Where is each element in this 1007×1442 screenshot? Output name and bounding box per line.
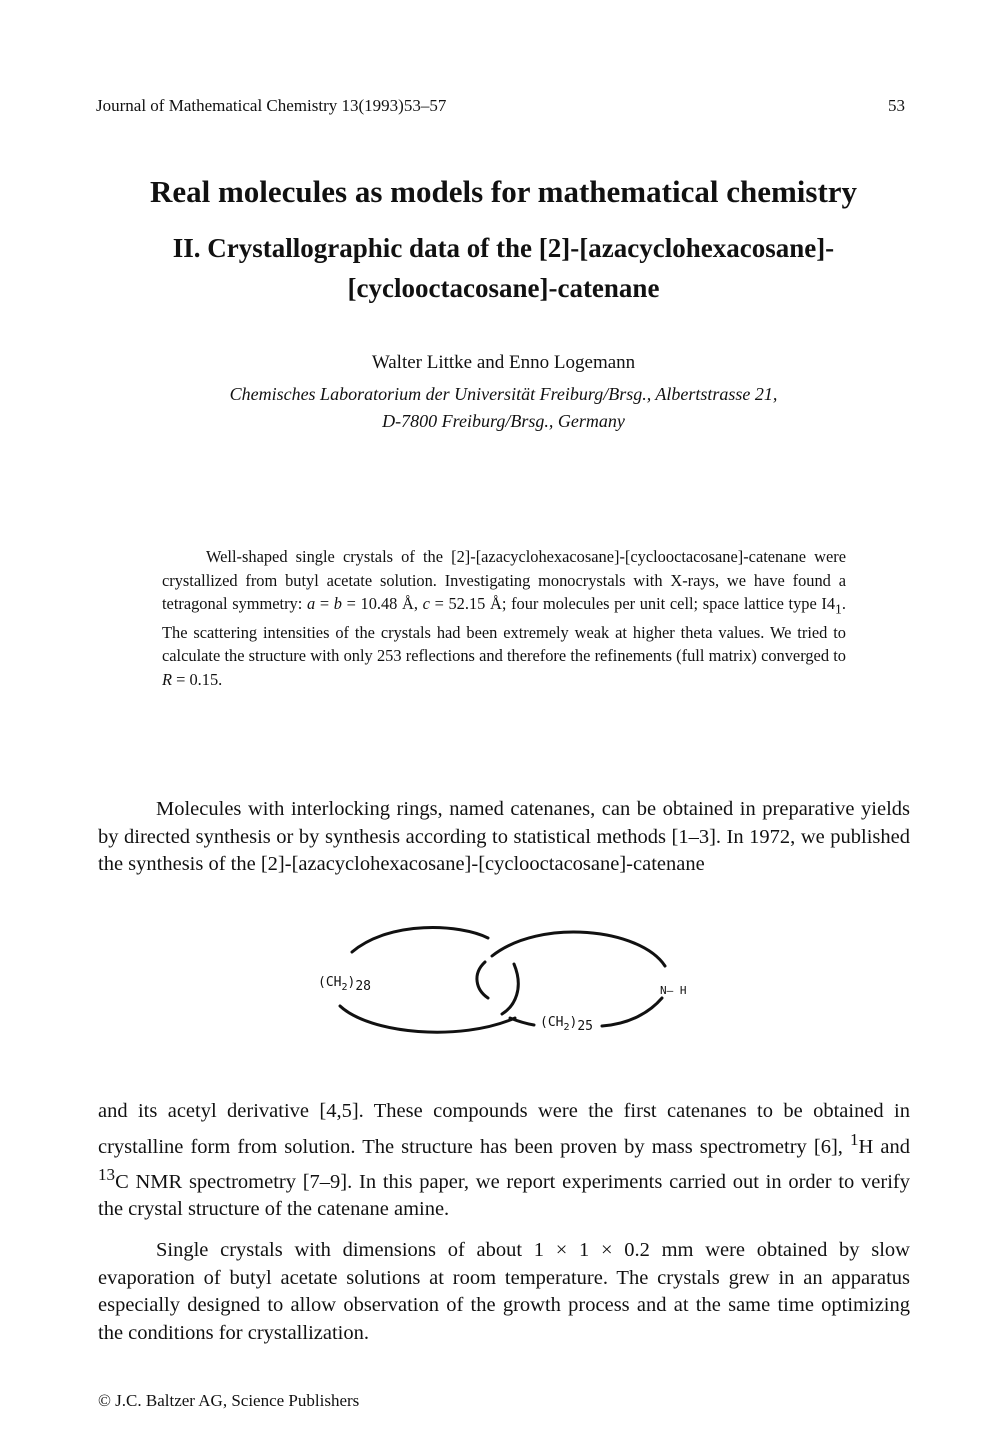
running-header (96, 96, 911, 120)
page-number: 53 (888, 96, 905, 115)
subtitle-line-1: II. Crystallographic data of the [2]-[azacyclohexacosane]- (172, 233, 835, 263)
cell-param-b: b (333, 594, 342, 613)
paragraph-text: Molecules with interlocking rings, named catenanes, can be obtained in preparative yields by directed synthesis or by synthesis according to statistical methods [1–3]. In 1972, we published the synthesis of the [2]-[azacyclohexacosane]-[cyclooctacosane]-catenane (98, 798, 910, 875)
right-ring-bottom-right (602, 998, 662, 1026)
paragraph-text: C NMR spectrometry [7–9]. In this paper, we report experiments carried out in order to verify the crystal structure of the catenane amine. (98, 1170, 910, 1221)
abstract-text: = 52.15 Å; four molecules per unit cell; space lattice type I4 (429, 594, 836, 613)
right-ring-label: $(CH_2)25$ (540, 1015, 593, 1034)
abstract-text: = 0.15. (172, 669, 223, 689)
catenane-diagram (300, 918, 720, 1048)
superscript: 1 (849, 1129, 859, 1149)
superscript: 13 (98, 1164, 116, 1184)
abstract (162, 545, 846, 691)
cell-param-c: c (422, 594, 430, 613)
copyright-footer: © J.C. Baltzer AG, Science Publishers (98, 1391, 360, 1410)
affiliation-line-1: Chemisches Laboratorium der Universität Freiburg/Brsg., Albertstrasse 21, (229, 384, 778, 404)
right-ring-front-left (477, 962, 488, 998)
paragraph-text: Single crystals with dimensions of about 1 × 1 × 0.2 mm were obtained by slow evaporation of butyl acetate solutions at room temperature. The crystals grew in an apparatus especially designed to allow observation of the growth process and at the same time optimizing the conditions for crystallization. (98, 1239, 910, 1344)
left-ring-top-arc (352, 928, 488, 952)
right-ring-bottom-left (510, 1018, 534, 1025)
authors: Walter Littke and Enno Logemann (371, 352, 636, 373)
abstract-text: Well-shaped single crystals of the [2]-[azacyclohexacosane]-[cyclooctacosane]-catenane were crystallized from butyl acetate solution. Investigating monocrystals with X-rays, we have found a tetragonal symmetry: (162, 547, 846, 613)
body-paragraph-2 (98, 1098, 910, 1224)
affiliation-line-2: D-7800 Freiburg/Brsg., Germany (382, 411, 625, 431)
catenane-structure-figure (300, 918, 720, 1048)
journal-reference: Journal of Mathematical Chemistry 13(1993)53–57 (96, 96, 447, 115)
amine-nh-label: N— H (660, 984, 687, 997)
body-paragraph-3 (98, 1237, 910, 1347)
affiliation (96, 381, 911, 435)
paper-title: Real molecules as models for mathematical chemistry (149, 174, 858, 209)
body-paragraph-1 (98, 796, 910, 879)
left-ring-bottom-arc (340, 1006, 515, 1032)
abstract-text: = (315, 594, 334, 613)
paragraph-text: H and (858, 1135, 911, 1158)
cell-param-a: a (306, 594, 316, 613)
r-factor-symbol: R (162, 669, 173, 689)
right-ring-top-arc (492, 932, 665, 966)
abstract-text: = 10.48 Å, (341, 594, 423, 613)
right-ring-front-right (502, 964, 518, 1014)
abstract-text: . The scattering intensities of the crystals had been extremely weak at higher theta values. We tried to calculate the structure with only 253 reflections and therefore the refinements (full matrix) converged to (162, 594, 846, 666)
subscript: 1 (835, 601, 842, 617)
paragraph-text: and its acetyl derivative [4,5]. These compounds were the first catenanes to be obtained in crystalline form from solution. The structure has been proven by mass spectrometry [6], (98, 1100, 910, 1158)
paper-subtitle (96, 228, 911, 308)
left-ring-label: $(CH_2)28$ (318, 975, 371, 994)
subtitle-line-2: [cyclooctacosane]-catenane (347, 273, 660, 303)
